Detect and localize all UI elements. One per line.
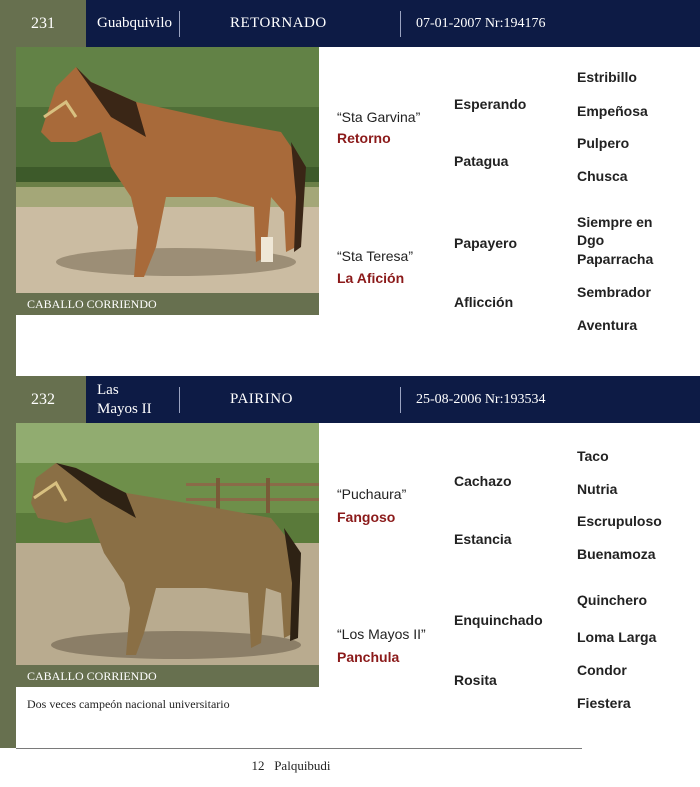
header-divider: [400, 11, 401, 37]
lot-header: [0, 0, 700, 47]
lot-header-bar: [86, 0, 700, 47]
lot-232: [0, 376, 700, 748]
photo-caption: CABALLO CORRIENDO: [16, 665, 319, 687]
great-grandparent: Empeñosa: [577, 103, 648, 119]
dam-name: “Sta Teresa”: [337, 248, 413, 264]
sire-name: “Sta Garvina”: [337, 109, 421, 125]
grandparent: Cachazo: [454, 473, 512, 489]
dam-name: “Los Mayos II”: [337, 626, 426, 642]
great-grandparent: Pulpero: [577, 135, 630, 151]
grandparent: Aflicción: [454, 294, 514, 310]
great-grandparent: Fiestera: [577, 695, 631, 711]
photo-caption: CABALLO CORRIENDO: [16, 293, 319, 315]
page-footer: [0, 758, 582, 774]
birth-date-registration: 25-08-2006 Nr:193534: [416, 391, 546, 407]
grandparent: Papayero: [454, 235, 518, 251]
horse-photo: [16, 47, 319, 293]
dam-prefix: Panchula: [337, 649, 400, 665]
grandparent: Estancia: [454, 531, 512, 547]
owner-name: Guabquivilo: [97, 15, 172, 31]
lot-note: Dos veces campeón nacional universitario: [27, 697, 230, 711]
grandparent: Esperando: [454, 96, 527, 112]
great-grandparent: Quinchero: [577, 592, 648, 608]
sire-prefix: Fangoso: [337, 509, 396, 525]
grandparent: Enquinchado: [454, 612, 543, 628]
great-grandparent: Loma Larga: [577, 629, 657, 645]
dam-prefix: La Afición: [337, 270, 405, 286]
left-olive-bar: [0, 0, 16, 376]
horse-name: PAIRINO: [230, 391, 293, 407]
lot-number: 232: [0, 376, 86, 423]
horse-photo: [16, 423, 319, 669]
great-grandparent: Aventura: [577, 317, 638, 333]
great-grandparent: Paparracha: [577, 251, 654, 267]
birth-date-registration: 07-01-2007 Nr:194176: [416, 15, 546, 31]
lot-header: [0, 376, 700, 423]
header-divider: [179, 11, 180, 37]
great-grandparent: Sembrador: [577, 284, 651, 300]
great-grandparent: Nutria: [577, 481, 618, 497]
footer-divider: [16, 748, 582, 749]
lot-header-bar: [86, 376, 700, 423]
lot-231: [0, 0, 700, 376]
left-olive-bar: [0, 376, 16, 748]
sire-name: “Puchaura”: [337, 486, 407, 502]
great-grandparent: Taco: [577, 448, 609, 464]
great-grandparent: Siempre en Dgo: [577, 214, 653, 248]
sire-prefix: Retorno: [337, 130, 391, 146]
grandparent: Patagua: [454, 153, 509, 169]
great-grandparent: Condor: [577, 662, 627, 678]
great-grandparent: Buenamoza: [577, 546, 656, 562]
grandparent: Rosita: [454, 672, 497, 688]
footer-title: Palquibudi: [274, 758, 331, 773]
great-grandparent: Escrupuloso: [577, 513, 662, 529]
lot-number: 231: [0, 0, 86, 47]
great-grandparent: Chusca: [577, 168, 628, 184]
owner-name: Las Mayos II: [97, 381, 152, 417]
great-grandparent: Estribillo: [577, 69, 637, 85]
header-divider: [179, 387, 180, 413]
page-number: 12: [251, 758, 265, 773]
header-divider: [400, 387, 401, 413]
horse-name: RETORNADO: [230, 15, 327, 31]
